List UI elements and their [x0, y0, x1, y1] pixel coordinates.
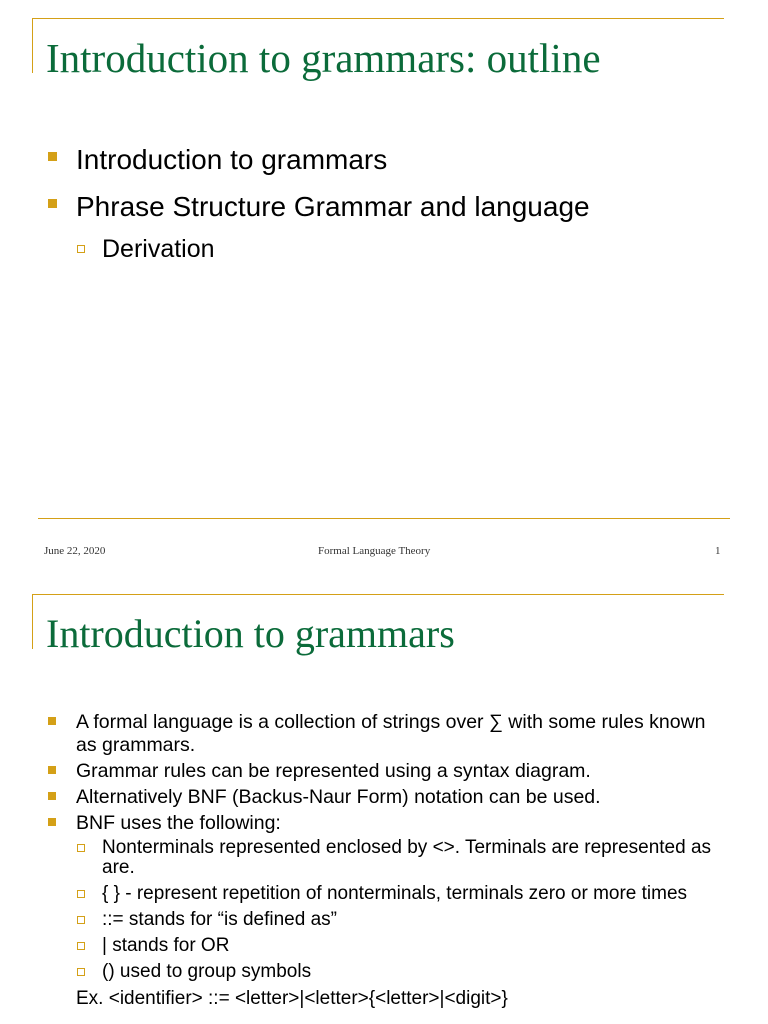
- square-bullet-icon: [48, 199, 57, 208]
- title-side-rule: [32, 18, 33, 73]
- bullet-item: [46, 812, 728, 835]
- bullet-text: A formal language is a collection of strings over ∑ with some rules known as grammars.: [76, 711, 706, 756]
- sub-bullet-item: [46, 910, 728, 930]
- hollow-square-bullet-icon: [77, 245, 85, 253]
- bullet-text: Alternatively BNF (Backus-Naur Form) notation can be used.: [76, 786, 601, 808]
- sub-bullet-text: { } - represent repetition of nonterminals, terminals zero or more times: [102, 883, 688, 904]
- square-bullet-icon: [48, 792, 56, 800]
- sub-bullet-text: | stands for OR: [102, 935, 230, 956]
- sub-bullet-item: [46, 936, 728, 956]
- hollow-square-bullet-icon: [77, 890, 85, 898]
- footer-title: Formal Language Theory: [318, 545, 431, 557]
- square-bullet-icon: [48, 152, 57, 161]
- bullet-text: Introduction to grammars: [76, 144, 388, 175]
- title-top-rule: [32, 18, 724, 19]
- sub-bullet-item: [46, 884, 728, 904]
- sub-bullet-item: [46, 230, 728, 268]
- square-bullet-icon: [48, 766, 56, 774]
- bullet-list: [46, 136, 728, 268]
- example-text: Ex. <identifier> ::= <letter>|<letter>{<letter>|<digit>}: [76, 988, 508, 1009]
- hollow-square-bullet-icon: [77, 968, 85, 976]
- title-side-rule: [32, 594, 33, 649]
- slide-2: [0, 580, 768, 1024]
- sub-bullet-item: [46, 962, 728, 982]
- slide-title: Introduction to grammars: outline: [46, 35, 601, 81]
- hollow-square-bullet-icon: [77, 942, 85, 950]
- example-line: [46, 988, 728, 1010]
- bullet-item: [46, 786, 728, 809]
- sub-bullet-text: ::= stands for “is defined as”: [102, 909, 337, 930]
- slide-title: Introduction to grammars: [46, 611, 455, 656]
- sub-bullet-text: Nonterminals represented enclosed by <>. Terminals are represented as are.: [102, 837, 712, 878]
- bullet-item: [46, 760, 728, 783]
- bullet-text: Grammar rules can be represented using a syntax diagram.: [76, 760, 591, 782]
- sub-bullet-text: () used to group symbols: [102, 961, 312, 982]
- footer-page-number: 1: [715, 545, 721, 557]
- bullet-text: Phrase Structure Grammar and language: [76, 191, 590, 222]
- bullet-item: [46, 183, 728, 230]
- footer-rule: [38, 518, 730, 519]
- sub-bullet-text: Derivation: [102, 235, 215, 263]
- bullet-item: [46, 136, 728, 183]
- footer-date: June 22, 2020: [44, 545, 106, 557]
- hollow-square-bullet-icon: [77, 916, 85, 924]
- bullet-item: [46, 711, 728, 757]
- bullet-list: [46, 711, 728, 1010]
- square-bullet-icon: [48, 818, 56, 826]
- square-bullet-icon: [48, 717, 56, 725]
- bullet-text: BNF uses the following:: [76, 812, 281, 834]
- sub-bullet-item: [46, 838, 728, 878]
- hollow-square-bullet-icon: [77, 844, 85, 852]
- title-top-rule: [32, 594, 724, 595]
